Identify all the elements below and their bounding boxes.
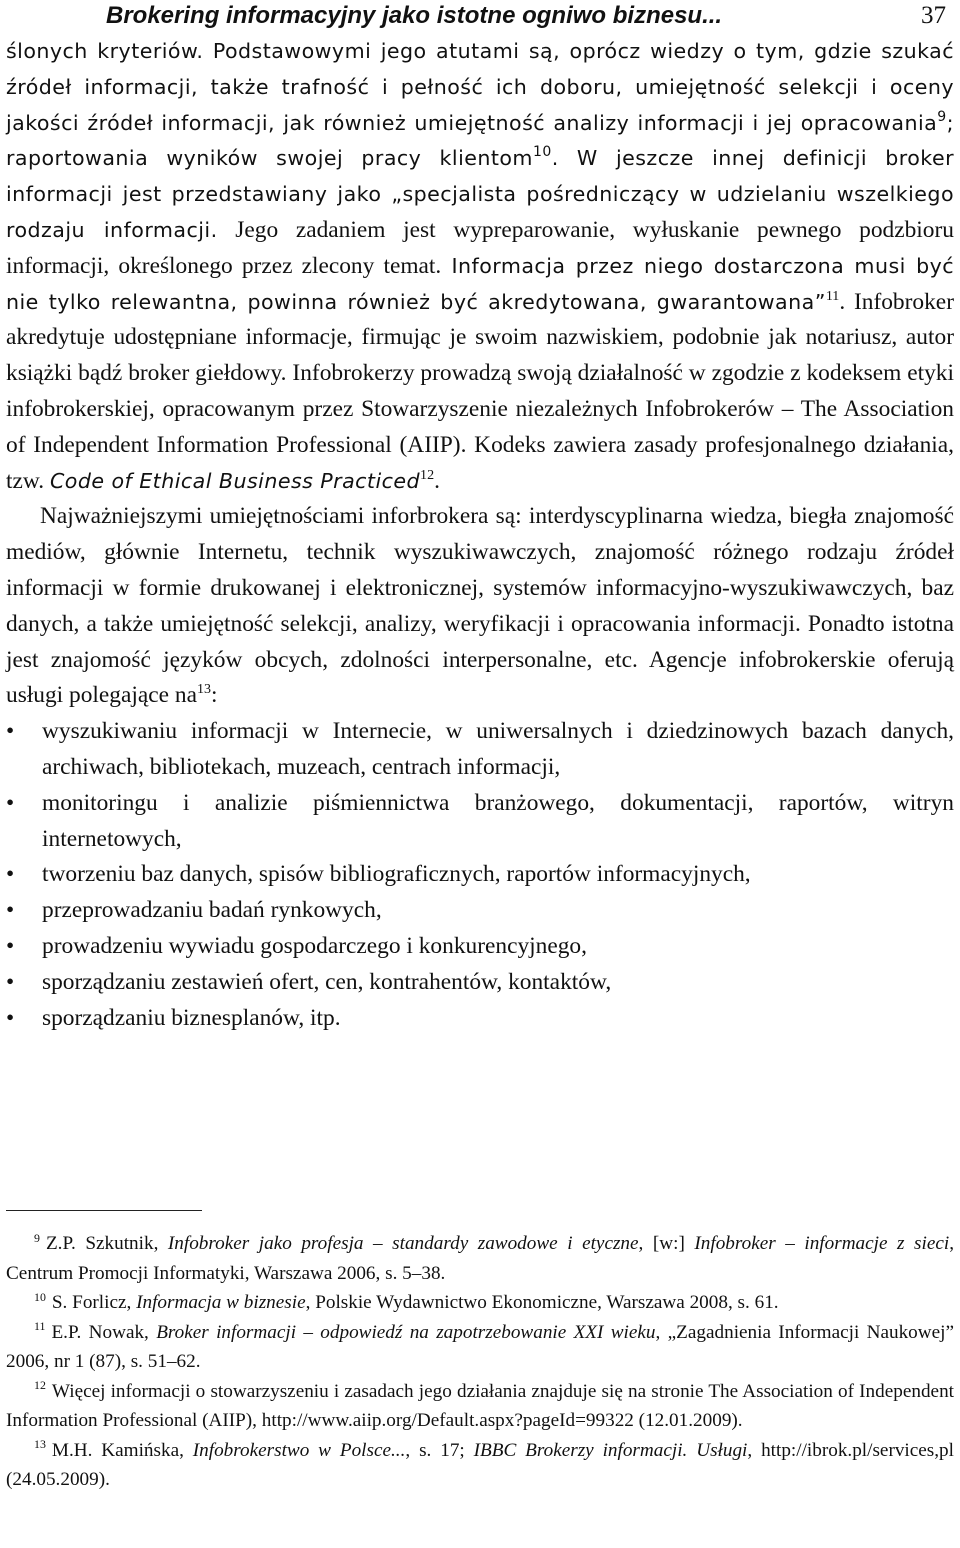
list-item <box>6 786 954 858</box>
list-item <box>6 1001 954 1037</box>
footnote-number: 10 <box>34 1289 46 1304</box>
list-item <box>6 965 954 1001</box>
footnote-text: Więcej informacji o stowarzyszeniu i zasadach jego działania znajduje się na stronie The Association of Independent Information Professional (AIIP), http://www.aiip.org/Default.aspx?pageId=99322 (12.01.2009). <box>6 1380 954 1431</box>
footnote-ref-13[interactable]: 13 <box>196 681 211 698</box>
list-item-text: sporządzaniu zestawień ofert, cen, kontrahentów, kontaktów, <box>42 968 612 995</box>
footnote-11 <box>6 1318 954 1377</box>
services-list <box>6 714 954 1036</box>
list-item <box>6 893 954 929</box>
footnote-text: E.P. Nowak, <box>51 1321 157 1343</box>
footnote-title: Infobroker jako profesja – standardy zawodowe i etyczne <box>167 1233 639 1254</box>
page-number: 37 <box>921 2 946 29</box>
p1-text-6: . Infobroker akredytuje udostępniane informacje, firmując je swoim nazwiskiem, podobnie jak notariusz, autor książki bądź broker giełdowy. Infobrokerzy prowadzą swoją działalność w zgodzie z kodeksem etyki infobrokerskiej, opracowanym przez Stowarzyszenie niezależnych Infobrokerów – The Association of Independent Information Professional (AIIP). Kodeks zawiera zasady profesjonalnego działania, tzw. <box>6 288 954 494</box>
p1-text-4: Jego zadaniem jest wypreparowanie, wyłuskanie pewnego podzbioru informacji, określonego przez zlecony temat. <box>6 216 954 279</box>
list-item-text: monitoringu i analizie piśmiennictwa branżowego, dokumentacji, raportów, witryn internetowych, <box>42 789 954 852</box>
bullet-icon: • <box>6 932 15 959</box>
footnote-text: , Polskie Wydawnictwo Ekonomiczne, Warszawa 2008, s. 61. <box>305 1292 779 1313</box>
footnote-title: Informacja w biznesie <box>136 1292 306 1313</box>
paragraph-1 <box>6 34 954 499</box>
running-title: Brokering informacyjny jako istotne ogniwo biznesu... <box>106 2 723 29</box>
list-item-text: tworzeniu baz danych, spisów bibliograficznych, raportów informacyjnych, <box>42 861 751 888</box>
footnote-number: 11 <box>34 1319 46 1334</box>
p1-text-7: . <box>434 467 440 494</box>
footnote-10 <box>6 1288 954 1318</box>
footnote-text: S. Forlicz, <box>51 1292 137 1313</box>
footnote-title: IBBC Brokerzy informacji. Usługi <box>473 1439 748 1461</box>
list-item <box>6 714 954 786</box>
bullet-icon: • <box>6 718 15 745</box>
list-item <box>6 857 954 893</box>
list-item-text: prowadzeniu wywiadu gospodarczego i konkurencyjnego, <box>42 932 587 959</box>
p2-text: Najważniejszymi umiejętnościami inforbrokera są: interdyscyplinarna wiedza, biegła znajomość mediów, głównie Internetu, technik wyszukiwawczych, znajomość różnego rodzaju źródeł informacji w formie drukowanej i elektronicznej, systemów informacyjno-wyszukiwawczych, baz danych, a także umiejętność selekcji, analizy, weryfikacji i opracowania informacji. Ponadto istotna jest znajomość języków obcych, zdolności interpersonalne, etc. Agencje infobrokerskie oferują usługi polegające na <box>6 503 954 709</box>
footnote-number: 9 <box>34 1230 40 1245</box>
footnote-text: Z.P. Szkutnik, <box>45 1233 168 1254</box>
bullet-icon: • <box>6 1004 15 1031</box>
list-item-text: wyszukiwaniu informacji w Internecie, w uniwersalnych i dziedzinowych bazach danych, archiwach, bibliotekach, muzeach, centrach informacji, <box>42 718 954 780</box>
p1-text-2: ; raportowania wyników swojej pracy klientom <box>6 110 954 171</box>
paragraph-2 <box>6 499 954 714</box>
footnote-text: , Centrum Promocji Informatyki, Warszawa 2006, s. 5–38. <box>6 1233 954 1284</box>
footnote-text: , [w:] <box>638 1233 695 1254</box>
bullet-icon: • <box>6 789 15 816</box>
body-text <box>6 34 954 1036</box>
footnote-text: M.H. Kamińska, <box>51 1439 193 1461</box>
bullet-icon: • <box>6 861 15 888</box>
footnote-text: , s. 17; <box>405 1439 474 1461</box>
list-item-text: sporządzaniu biznesplanów, itp. <box>42 1004 341 1031</box>
list-item-text: przeprowadzaniu badań rynkowych, <box>42 897 382 924</box>
footnote-12 <box>6 1377 954 1436</box>
list-item <box>6 929 954 965</box>
footnote-number: 12 <box>34 1378 46 1393</box>
footnote-9 <box>6 1229 954 1288</box>
footnote-ref-12[interactable]: 12 <box>420 466 435 483</box>
footnote-title: Infobroker – informacje z sieci <box>694 1233 950 1254</box>
footnote-text: , http://ibrok.pl/services,pl (24.05.2009). <box>6 1439 954 1490</box>
footnote-ref-10[interactable]: 10 <box>532 144 552 161</box>
p1-text-3: . W jeszcze innej definicji broker informacji jest przedstawiany jako „specjalista pośredniczący w udzielaniu wszelkiego rodzaju informacji. <box>6 146 954 242</box>
footnote-title: Infobrokerstwo w Polsce... <box>192 1439 406 1461</box>
footnotes <box>6 1229 954 1495</box>
footnote-ref-9[interactable]: 9 <box>937 108 947 125</box>
footnote-number: 13 <box>34 1437 46 1452</box>
footnote-ref-11[interactable]: 11 <box>825 287 840 304</box>
p2-tail: : <box>210 682 218 709</box>
p1-text-5: Informacja przez niego dostarczona musi być nie tylko relewantna, powinna również być akredytowana, gwarantowana” <box>6 253 954 314</box>
footnote-13 <box>6 1436 954 1495</box>
bullet-icon: • <box>6 968 15 995</box>
footnote-text: , „Zagadnienia Informacji Naukowej” 2006, nr 1 (87), s. 51–62. <box>6 1321 954 1372</box>
bullet-icon: • <box>6 897 15 924</box>
footnote-separator <box>6 1210 202 1211</box>
footnote-title: Broker informacji – odpowiedź na zapotrzebowanie XXI wieku <box>156 1321 656 1343</box>
p1-text-1: ślonych kryteriów. Podstawowymi jego atutami są, oprócz wiedzy o tym, gdzie szukać źródeł informacji, także trafność i pełność ich doboru, umiejętność selekcji i oceny jakości źródeł informacji, jak również umiejętność analizy informacji i jej opracowania <box>6 39 954 135</box>
code-title: Code of Ethical Business Practiced <box>49 468 421 493</box>
page-header <box>6 2 952 36</box>
